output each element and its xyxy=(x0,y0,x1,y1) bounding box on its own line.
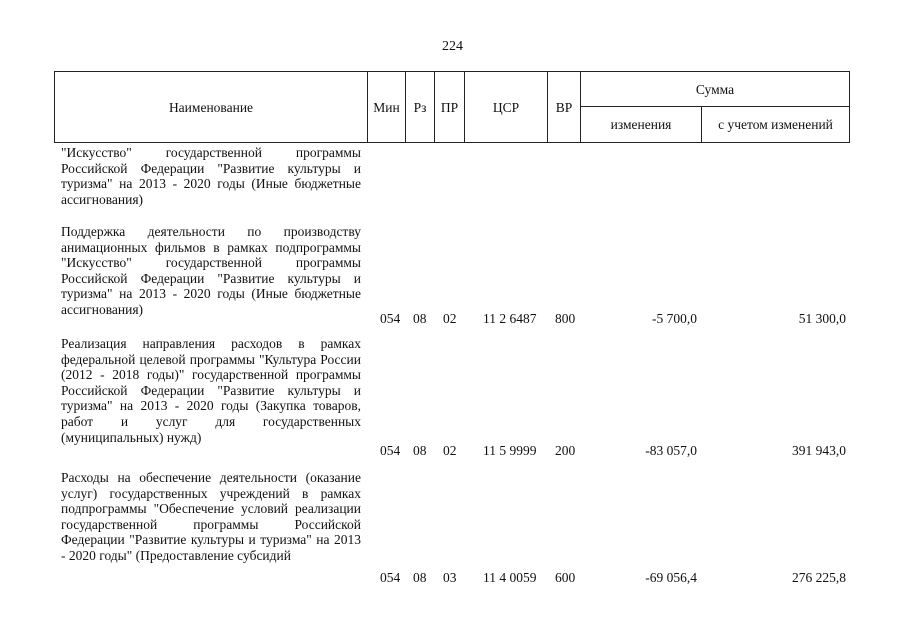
row-vr: 600 xyxy=(555,570,576,585)
row-total: 51 300,0 xyxy=(798,311,846,326)
header-vr: ВР xyxy=(555,99,573,115)
row-name: Поддержка деятельности по производству анимационных фильмов в рамках подпрограммы "Искусство" государственной программы Российской Федерации "Развитие культуры и туризма" на 2013 - 2020 годы (Иные бюджетные ассигнования) xyxy=(61,224,361,317)
row-change: -5 700,0 xyxy=(652,311,697,326)
row-change: -69 056,4 xyxy=(645,570,697,585)
row-min: 054 xyxy=(380,311,401,326)
row-name: Расходы на обеспечение деятельности (оказание услуг) государственных учреждений в рамках подпрограммы "Обеспечение условий реализации государственной программы Российской Федерации "Развитие культуры и туризма" на 2013 - 2020 годы" (Предоставление субсидий xyxy=(61,470,361,563)
col-border xyxy=(849,71,850,143)
header-name: Наименование xyxy=(168,99,254,115)
row-min: 054 xyxy=(380,443,401,458)
row-min: 054 xyxy=(380,570,401,585)
row-rz: 08 xyxy=(413,570,427,585)
header-pr: ПР xyxy=(440,99,459,115)
header-changes: изменения xyxy=(610,117,672,132)
header-summa: Сумма xyxy=(695,81,735,97)
page-number: 224 xyxy=(442,39,463,54)
row-total: 391 943,0 xyxy=(792,443,846,458)
row-pr: 02 xyxy=(443,311,457,326)
row-csr: 11 2 6487 xyxy=(483,311,537,326)
row-vr: 800 xyxy=(555,311,576,326)
row-pr: 03 xyxy=(443,570,457,585)
header-with-changes: с учетом изменений xyxy=(718,117,833,132)
header-min: Мин xyxy=(373,99,400,115)
row-rz: 08 xyxy=(413,443,427,458)
row-change: -83 057,0 xyxy=(645,443,697,458)
row-rz: 08 xyxy=(413,311,427,326)
row-total: 276 225,8 xyxy=(792,570,846,585)
row-csr: 11 5 9999 xyxy=(483,443,537,458)
row-name: "Искусство" государственной программы Российской Федерации "Развитие культуры и туризма" на 2013 - 2020 годы (Иные бюджетные ассигнования) xyxy=(61,145,361,207)
row-vr: 200 xyxy=(555,443,576,458)
row-name: Реализация направления расходов в рамках федеральной целевой программы "Культура России (2012 - 2018 годы)" государственной программы Российской Федерации "Развитие культуры и туризма" на 2013 - 2020 годы (Закупка товаров, работ и услуг для государственных (муниципальных) нужд) xyxy=(61,336,361,445)
header-rz: Рз xyxy=(413,99,427,115)
row-csr: 11 4 0059 xyxy=(483,570,537,585)
header-csr: ЦСР xyxy=(492,99,520,115)
row-pr: 02 xyxy=(443,443,457,458)
header-bottom-border xyxy=(54,142,850,143)
